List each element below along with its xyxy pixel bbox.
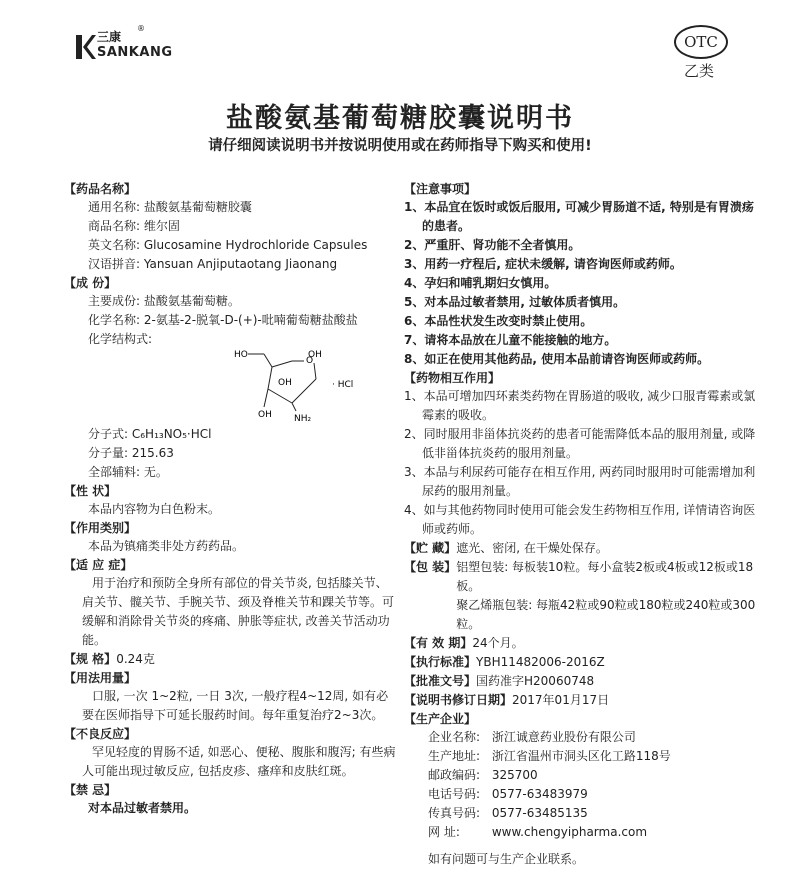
precaution-item: 2、严重肝、肾功能不全者慎用。 bbox=[404, 238, 581, 252]
manufacturer-zip-row bbox=[404, 766, 756, 785]
standard-row bbox=[404, 653, 756, 672]
manufacturer-web-label: 网 址: bbox=[428, 825, 460, 839]
precaution-item: 4、孕妇和哺乳期妇女慎用。 bbox=[404, 276, 557, 290]
section-standard-heading: 【执行标准】 bbox=[404, 655, 477, 669]
manufacturer-name: 浙江诚意药业股份有限公司 bbox=[491, 730, 636, 744]
struct-oh-bottom: OH bbox=[258, 410, 272, 420]
manufacturer-address-label: 生产地址: bbox=[428, 749, 481, 763]
package-line-2: 聚乙烯瓶包装: 每瓶42粒或90粒或180粒或240粒或300粒。 bbox=[456, 598, 756, 631]
left-column bbox=[64, 180, 396, 818]
manufacturer-name-label: 企业名称: bbox=[428, 730, 481, 744]
section-interactions-heading: 【药物相互作用】 bbox=[404, 371, 501, 385]
logo-en: SANKANG bbox=[97, 45, 173, 60]
category-text: 本品为镇痛类非处方药药品。 bbox=[88, 539, 245, 553]
section-package-heading: 【包 装】 bbox=[404, 560, 457, 574]
standard-text: YBH11482006-2016Z bbox=[476, 655, 605, 669]
structure-label: 化学结构式: bbox=[88, 332, 153, 346]
struct-nh2: NH₂ bbox=[294, 414, 312, 424]
generic-name: 通用名称: 盐酸氨基葡萄糖胶囊 bbox=[88, 200, 252, 214]
revision-row bbox=[404, 691, 756, 710]
section-composition-heading: 【成 份】 bbox=[64, 276, 117, 290]
page-title: 盐酸氨基葡萄糖胶囊说明书 bbox=[226, 103, 574, 134]
struct-oh-mid: OH bbox=[278, 378, 292, 388]
struct-ho: HO bbox=[234, 350, 248, 360]
storage-text: 遮光、密闭, 在干燥处保存。 bbox=[456, 541, 608, 555]
logo-cn: 三康 bbox=[97, 30, 122, 44]
revision-text: 2017年01月17日 bbox=[512, 693, 610, 707]
section-precautions-heading: 【注意事项】 bbox=[404, 182, 477, 196]
section-drug-name-heading: 【药品名称】 bbox=[64, 182, 137, 196]
section-indications-heading: 【适 应 症】 bbox=[64, 558, 133, 572]
spec-row bbox=[64, 650, 396, 669]
manufacturer-name-row bbox=[404, 728, 756, 747]
sankang-logo-icon bbox=[74, 34, 96, 60]
chemical-name: 化学名称: 2-氨基-2-脱氧-D-(+)-吡喃葡萄糖盐酸盐 bbox=[88, 313, 358, 327]
excipients: 全部辅料: 无。 bbox=[88, 465, 168, 479]
molecular-formula: 分子式: C₆H₁₃NO₅·HCl bbox=[88, 427, 212, 441]
interaction-item: 3、本品与利尿药可能存在相互作用, 两药同时服用时可能需增加利尿药的服用剂量。 bbox=[404, 465, 756, 498]
structure-drawing bbox=[64, 349, 396, 425]
manufacturer-zip: 325700 bbox=[491, 768, 538, 782]
right-column bbox=[404, 180, 756, 869]
section-category-heading: 【作用类别】 bbox=[64, 521, 137, 535]
chemical-structure bbox=[64, 349, 396, 425]
precaution-item: 8、如正在使用其他药品, 使用本品前请咨询医师或药师。 bbox=[404, 352, 710, 366]
section-revision-heading: 【说明书修订日期】 bbox=[404, 693, 513, 707]
manufacturer-fax: 0577-63485135 bbox=[491, 806, 588, 820]
english-name: 英文名称: Glucosamine Hydrochloride Capsules bbox=[88, 238, 368, 252]
logo-registered: ® bbox=[137, 24, 145, 33]
properties-text: 本品内容物为白色粉末。 bbox=[88, 502, 221, 516]
indications-text: 用于治疗和预防全身所有部位的骨关节炎, 包括膝关节、肩关节、髋关节、手腕关节、颈及脊椎关节和踝关节等。可缓解和消除骨关节炎的疼痛、肿胀等症状, 改善关节活动功能。 bbox=[82, 576, 395, 647]
section-adverse-heading: 【不良反应】 bbox=[64, 727, 137, 741]
section-contra-heading: 【禁 忌】 bbox=[64, 783, 117, 797]
precaution-item: 1、本品宜在饭时或饭后服用, 可减少胃肠道不适, 特别是有胃溃疡的患者。 bbox=[404, 200, 754, 233]
section-validity-heading: 【有 效 期】 bbox=[404, 636, 473, 650]
manufacturer-tel: 0577-63483979 bbox=[491, 787, 588, 801]
manufacturer-fax-label: 传真号码: bbox=[428, 806, 481, 820]
package-line-1: 铝塑包装: 每板装10粒。每小盒装2板或4板或12板或18板。 bbox=[456, 560, 754, 593]
struct-hcl: · HCl bbox=[332, 380, 354, 390]
manufacturer-address-row bbox=[404, 747, 756, 766]
manufacturer-contact: 如有问题可与生产企业联系。 bbox=[428, 852, 585, 866]
approval-text: 国药准字H20060748 bbox=[476, 674, 595, 688]
manufacturer-zip-label: 邮政编码: bbox=[428, 768, 481, 782]
section-storage-heading: 【贮 藏】 bbox=[404, 541, 457, 555]
spec-value: 0.24克 bbox=[116, 652, 155, 666]
section-approval-heading: 【批准文号】 bbox=[404, 674, 477, 688]
contra-text: 对本品过敏者禁用。 bbox=[88, 801, 197, 815]
interaction-item: 1、本品可增加四环素类药物在胃肠道的吸收, 减少口服青霉素或氯霉素的吸收。 bbox=[404, 389, 756, 422]
molecular-weight: 分子量: 215.63 bbox=[88, 446, 174, 460]
pinyin-name: 汉语拼音: Yansuan Anjiputaotang Jiaonang bbox=[88, 257, 338, 271]
section-manufacturer-heading: 【生产企业】 bbox=[404, 712, 477, 726]
dosage-text: 口服, 一次 1~2粒, 一日 3次, 一般疗程4~12周, 如有必要在医师指导下可延长服药时间。每年重复治疗2~3次。 bbox=[82, 689, 389, 722]
struct-oh-top: OH bbox=[308, 350, 322, 360]
manufacturer-web: www.chengyipharma.com bbox=[491, 825, 648, 839]
precaution-item: 6、本品性状发生改变时禁止使用。 bbox=[404, 314, 593, 328]
interaction-item: 2、同时服用非甾体抗炎药的患者可能需降低本品的服用剂量, 或降低非甾体抗炎药的服用剂量。 bbox=[404, 427, 756, 460]
section-dosage-heading: 【用法用量】 bbox=[64, 671, 137, 685]
struct-o: O bbox=[306, 356, 314, 366]
validity-row bbox=[404, 634, 756, 653]
manufacturer-web-row bbox=[404, 823, 756, 842]
approval-row bbox=[404, 672, 756, 691]
manufacturer-tel-row bbox=[404, 785, 756, 804]
precaution-item: 5、对本品过敏者禁用, 过敏体质者慎用。 bbox=[404, 295, 626, 309]
section-spec-heading: 【规 格】 bbox=[64, 652, 117, 666]
validity-text: 24个月。 bbox=[472, 636, 524, 650]
manufacturer-fax-row bbox=[404, 804, 756, 823]
adverse-text: 罕见轻度的胃肠不适, 如恶心、便秘、腹胀和腹泻; 有些病人可能出现过敏反应, 包括皮疹、瘙痒和皮肤红斑。 bbox=[82, 745, 396, 778]
precaution-item: 3、用药一疗程后, 症状未缓解, 请咨询医师或药师。 bbox=[404, 257, 682, 271]
otc-badge: OTC bbox=[674, 25, 728, 59]
section-properties-heading: 【性 状】 bbox=[64, 484, 117, 498]
main-ingredient: 主要成份: 盐酸氨基葡萄糖。 bbox=[88, 294, 240, 308]
storage-row bbox=[404, 539, 756, 558]
otc-class: 乙类 bbox=[684, 62, 715, 80]
page-subtitle: 请仔细阅读说明书并按说明使用或在药师指导下购买和使用! bbox=[208, 138, 592, 154]
trade-name: 商品名称: 维尔固 bbox=[88, 219, 180, 233]
package-row bbox=[404, 558, 756, 634]
interaction-item: 4、如与其他药物同时使用可能会发生药物相互作用, 详情请咨询医师或药师。 bbox=[404, 503, 756, 536]
manufacturer-tel-label: 电话号码: bbox=[428, 787, 481, 801]
manufacturer-address: 浙江省温州市洞头区化工路118号 bbox=[491, 749, 671, 763]
precaution-item: 7、请将本品放在儿童不能接触的地方。 bbox=[404, 333, 617, 347]
